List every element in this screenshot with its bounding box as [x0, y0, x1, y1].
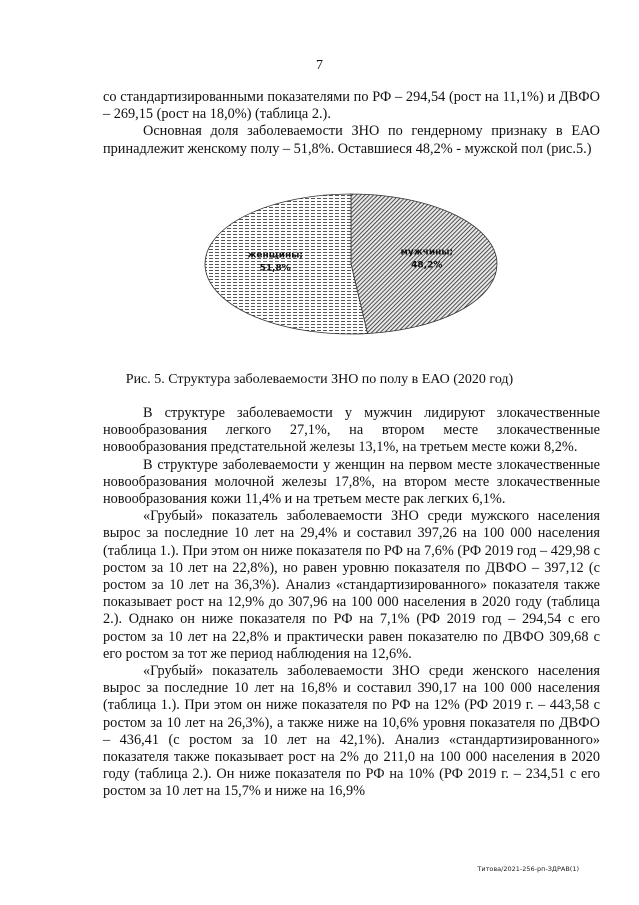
pie-chart [203, 191, 499, 335]
pie-data-label: мужчины; 48,2% [400, 247, 454, 271]
pie-data-label: женщины; 51,8% [247, 250, 303, 274]
body-text [103, 405, 600, 801]
intro-text [103, 89, 600, 158]
paragraph: Основная доля заболеваемости ЗНО по гендерному признаку в ЕАО принадлежит женскому полу – 51,8%. Оставшиеся 48,2% - мужской пол (рис.5.) [103, 123, 600, 157]
page-number: 7 [316, 58, 323, 73]
document-code: Титова/2021-256-рп-ЗДРАВ(1) [477, 865, 579, 873]
paragraph: со стандартизированными показателями по РФ – 294,54 (рост на 11,1%) и ДВФО – 269,15 (рост на 18,0%) (таблица 2.). [103, 89, 600, 123]
figure-caption: Рис. 5. Структура заболеваемости ЗНО по полу в ЕАО (2020 год) [125, 372, 514, 387]
paragraph: «Грубый» показатель заболеваемости ЗНО среди женского населения вырос за последние 10 лет на 16,8% и составил 390,17 на 100 000 населения (таблица 1.). При этом он ниже показателя по РФ на 12% (РФ 2019 г. – 443,58 с ростом за 10 лет на 26,3%), а также ниже на 10,6% уровня показателя по ДВФО – 436,41 (с ростом за 10 лет на 42,1%). Анализ «стандартизированного» показателя также показывает рост на 2% до 211,0 на 100 000 населения в 2020 году (таблица 2.). Он ниже показателя по РФ на 10% (РФ 2019 г. – 234,51 с его ростом за 10 лет на 15,7% и ниже на 16,9% [103, 663, 600, 800]
paragraph: В структуре заболеваемости у женщин на первом месте злокачественные новообразования молочной железы 17,8%, на втором месте злокачественные новообразования кожи 11,4% и на третьем месте рак легких 6,1%. [103, 456, 600, 508]
paragraph: В структуре заболеваемости у мужчин лидируют злокачественные новообразования легкого 27,1%, на втором месте злокачественные новообразования предстательной железы 13,1%, на третьем месте кожи 8,2%. [103, 405, 600, 456]
paragraph: «Грубый» показатель заболеваемости ЗНО среди мужского населения вырос за последние 10 лет на 29,4% и составил 397,26 на 100 000 населения (таблица 1.). При этом он ниже показателя по РФ на 7,6% (РФ 2019 год – 429,98 с ростом за 10 лет на 22,8%), но равен уровню показателя по ДВФО – 397,12 (с ростом за 10 лет на 36,3%). Анализ «стандартизированного» показателя также показывает рост на 12,9% до 307,96 на 100 000 населения в 2020 году (таблица 2.). Однако он ниже показателя по РФ на 7,1% (РФ 2019 год – 294,54 с его ростом за 10 лет на 22,8% и практически равен показателю по ДВФО 309,68 с его ростом за тот же период наблюдения на 12,6%. [103, 508, 600, 662]
pie-chart-svg [203, 191, 499, 335]
